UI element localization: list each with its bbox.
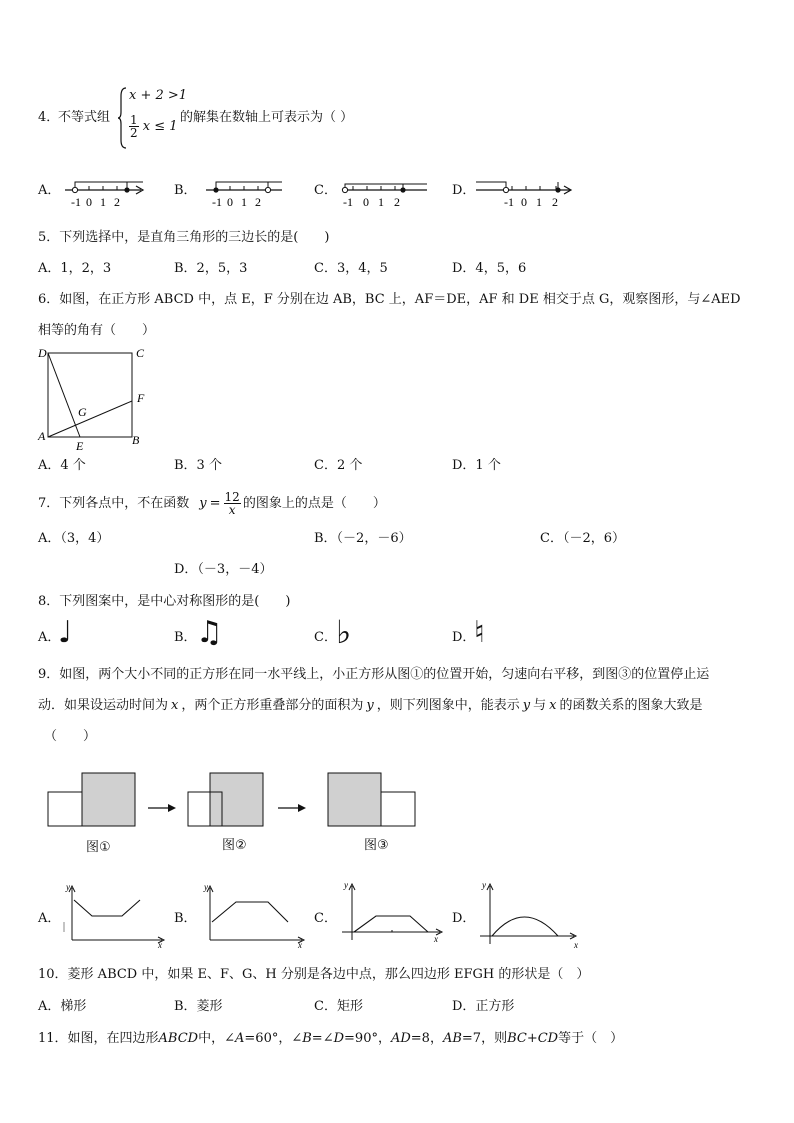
label-e: E: [76, 439, 84, 453]
q9-text: 的函数关系的图象大致是: [559, 698, 703, 713]
q6-stem-line2: 相等的角有（ ）: [38, 323, 156, 338]
tick-label: 0: [363, 195, 369, 209]
q4-inequality-1: x + 2 >1: [129, 88, 188, 103]
q11-text: =60°，∠: [244, 1031, 303, 1046]
q7-y: y: [199, 495, 207, 511]
q5-option-c[interactable]: C．3，4，5: [314, 261, 388, 276]
axis-x-label: x: [434, 934, 438, 944]
q11-ab: AB: [442, 1031, 462, 1046]
q7-stem: [38, 485, 386, 521]
tick-label: -1: [71, 195, 81, 209]
q11-var-d: D: [333, 1031, 345, 1046]
q6-option-c[interactable]: C．2 个: [314, 458, 363, 473]
tick-label: 1: [100, 195, 106, 209]
q4-number: 4．: [38, 110, 60, 125]
q8-stem: 8．下列图案中，是中心对称图形的是( ): [38, 594, 291, 609]
q5-option-b[interactable]: B．2，5，3: [174, 261, 248, 276]
q5-option-d[interactable]: D．4，5，6: [452, 261, 527, 276]
tick-label: 0: [227, 195, 233, 209]
q7-stem-suffix: 的图象上的点是（ ）: [242, 495, 386, 511]
tick-label: 0: [521, 195, 527, 209]
q10-option-a[interactable]: A．梯形: [38, 999, 87, 1014]
q9-var-y: y: [366, 698, 374, 713]
q4-option-d[interactable]: D．: [452, 183, 476, 198]
q9-text: ，则下列图象中，能表示: [376, 698, 520, 713]
q11-text: 中，∠: [198, 1031, 236, 1046]
tick-label: -1: [343, 195, 353, 209]
tick-label: -1: [212, 195, 222, 209]
q11-text: =90°，: [344, 1031, 391, 1046]
q4-option-b[interactable]: B．: [174, 183, 197, 198]
q11-text: =∠: [311, 1031, 334, 1046]
q9-graph-d: [478, 880, 586, 950]
q7-option-d[interactable]: D．（－3，－4）: [174, 562, 273, 577]
q4-frac-den: 2: [130, 126, 138, 140]
q9-stem-line2: [38, 699, 702, 712]
axis-y-label: y: [344, 880, 348, 890]
q7-option-c[interactable]: C．（－2，6）: [540, 531, 625, 546]
q9-var-y: y: [522, 698, 531, 713]
q4-prefix: 不等式组: [58, 110, 111, 125]
q7-frac-num: 12: [224, 489, 240, 504]
q7-option-a[interactable]: A．（3，4）: [38, 531, 110, 546]
q10-stem: 10．菱形 ABCD 中，如果 E、F、G、H 分别是各边中点，那么四边形 EFGH 的形状是（ ）: [38, 967, 590, 982]
q9-option-c[interactable]: C．: [314, 911, 337, 926]
q9-stem-line1: 9．如图，两个大小不同的正方形在同一水平线上，小正方形从图①的位置开始，匀速向右平移，到图③的位置停止运: [38, 667, 710, 682]
q10-option-d[interactable]: D．正方形: [452, 999, 515, 1014]
q11-stem: [38, 1032, 623, 1045]
flat-sign-icon: ♭: [336, 613, 352, 651]
axis-x-label: x: [574, 940, 578, 950]
beamed-eighth-notes-icon: ♫: [196, 615, 223, 650]
quarter-note-icon: ♩: [58, 615, 73, 650]
q9-caption-2: 图②: [222, 838, 247, 853]
q9-var-x: x: [549, 698, 557, 713]
tick-label: 1: [241, 195, 247, 209]
q5-option-a[interactable]: A．1，2，3: [38, 261, 112, 276]
q10-option-c[interactable]: C．矩形: [314, 999, 363, 1014]
q8-option-a[interactable]: A．: [38, 630, 61, 645]
q11-text: 11．如图，在四边形: [38, 1031, 159, 1046]
label-c: C: [136, 346, 145, 360]
q8-option-d[interactable]: D．: [452, 630, 476, 645]
q7-frac-den: x: [228, 502, 236, 517]
q4-numberline-d: [476, 176, 576, 212]
q4-ineq2-rest: x ≤ 1: [142, 119, 178, 134]
q9-option-b[interactable]: B．: [174, 911, 197, 926]
q9-graph-c: [340, 880, 448, 946]
q11-bc-cd: BC+CD: [507, 1031, 559, 1046]
q9-text: 与: [533, 698, 547, 713]
q9-graph-b: [202, 882, 310, 948]
label-f: F: [137, 391, 145, 405]
q9-option-d[interactable]: D．: [452, 911, 476, 926]
q6-option-a[interactable]: A．4 个: [38, 458, 86, 473]
label-a: A: [38, 429, 46, 443]
tick-label: 1: [378, 195, 384, 209]
axis-x-label: x: [298, 940, 302, 950]
q4-suffix: 的解集在数轴上可表示为（ ）: [180, 110, 354, 125]
q4-option-c[interactable]: C．: [314, 183, 337, 198]
q10-option-b[interactable]: B．菱形: [174, 999, 223, 1014]
q9-stem-line3: （ ）: [44, 729, 97, 744]
q11-var-a: A: [235, 1031, 245, 1046]
q7-eq: =: [209, 495, 221, 511]
q4-frac-num: 1: [130, 113, 138, 127]
q4-inequality-2: [129, 114, 178, 139]
q9-var-x: x: [171, 698, 179, 713]
natural-sign-icon: ♮: [474, 615, 485, 650]
q11-text: 等于（ ）: [558, 1031, 624, 1046]
q4-numberline-b: [206, 176, 286, 212]
tick-label: 0: [86, 195, 92, 209]
q4-numberline-a: [65, 176, 145, 212]
q6-square-figure: [36, 344, 156, 453]
q5-stem: 5．下列选择中，是直角三角形的三边长的是( ): [38, 230, 330, 245]
tick-label: 2: [394, 195, 400, 209]
q9-option-a[interactable]: A．: [38, 911, 61, 926]
axis-y-label: y: [204, 882, 208, 892]
axis-y-label: y: [66, 882, 70, 892]
q8-option-c[interactable]: C．: [314, 630, 337, 645]
q11-text: =8，: [410, 1031, 443, 1046]
axis-x-label: x: [158, 940, 162, 950]
q6-option-b[interactable]: B．3 个: [174, 458, 222, 473]
label-d: D: [38, 346, 47, 360]
q4-option-a[interactable]: A．: [38, 183, 61, 198]
label-g: G: [78, 405, 87, 419]
q11-abcd: ABCD: [158, 1031, 199, 1046]
q6-option-d[interactable]: D．1 个: [452, 458, 501, 473]
q4-numberline-c: [343, 176, 433, 212]
tick-label: 2: [255, 195, 261, 209]
label-b: B: [132, 433, 140, 447]
tick-label: -1: [504, 195, 514, 209]
q11-ad: AD: [390, 1031, 411, 1046]
q11-text: =7，则: [461, 1031, 508, 1046]
q7-option-b[interactable]: B．（－2，－6）: [314, 531, 412, 546]
q7-stem-prefix: 7．下列各点中，不在函数: [38, 495, 190, 511]
q6-stem-line1: 6．如图，在正方形 ABCD 中，点 E，F 分别在边 AB，BC 上，AF＝DE，AF 和 DE 相交于点 G，观察图形，与∠AED: [38, 292, 741, 307]
q9-text: 动．如果设运动时间为: [38, 698, 169, 713]
q4-brace: [118, 86, 128, 150]
q9-caption-1: 图①: [86, 840, 111, 855]
q9-text: ，两个正方形重叠部分的面积为: [181, 698, 364, 713]
tick-label: 2: [552, 195, 558, 209]
tick-label: 2: [114, 195, 120, 209]
q9-caption-3: 图③: [364, 838, 389, 853]
q8-option-b[interactable]: B．: [174, 630, 197, 645]
q11-var-b: B: [302, 1031, 312, 1046]
q9-graph-a: [62, 882, 170, 948]
axis-y-label: y: [482, 880, 486, 890]
tick-label: 1: [536, 195, 542, 209]
